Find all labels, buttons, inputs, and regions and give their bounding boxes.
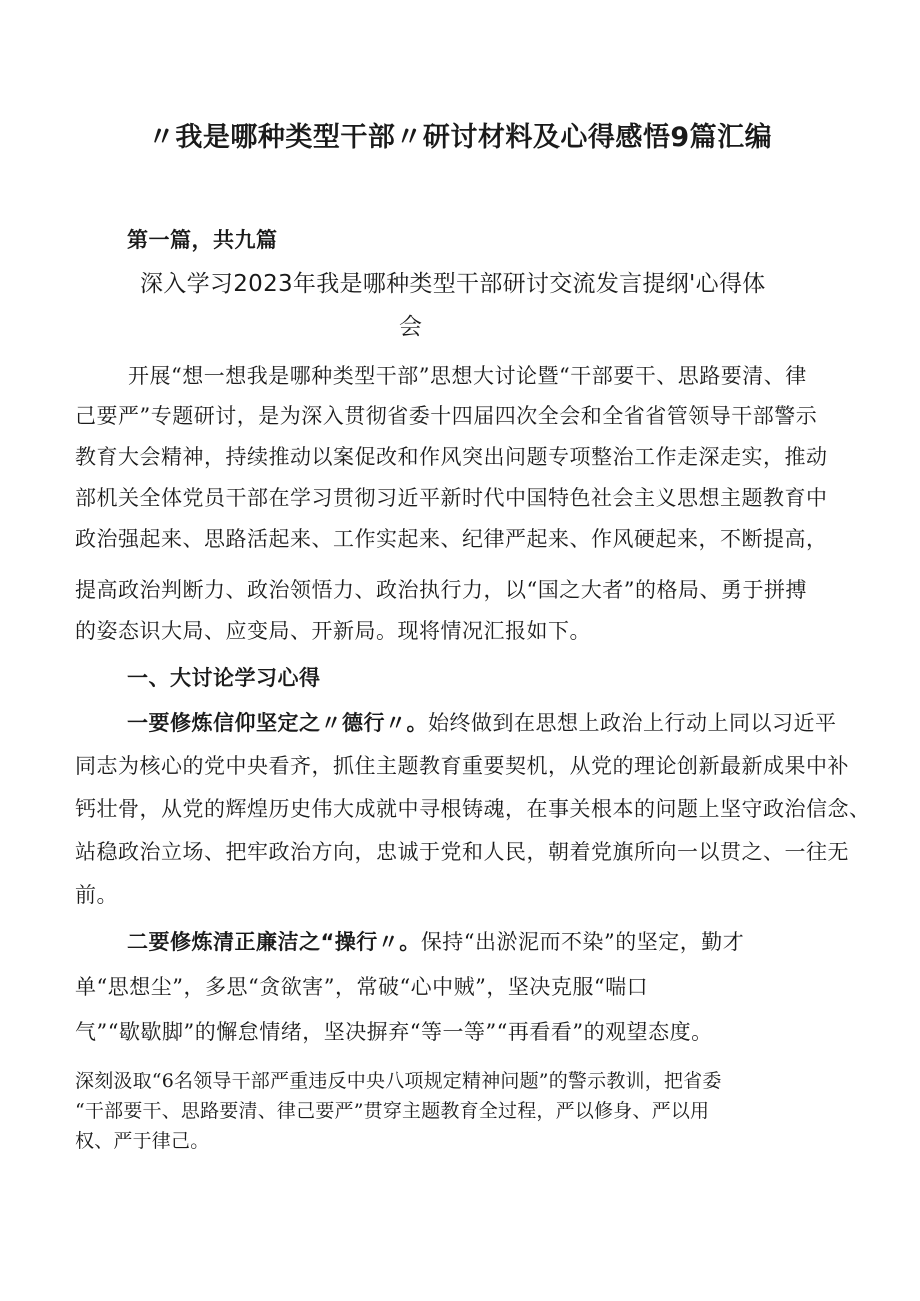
para1-lead: 一要修炼信仰坚定之〃德行〃。 xyxy=(127,711,428,735)
para3-line-3: 权、严于律己。 xyxy=(75,1130,210,1152)
intro-line-4: 部机关全体党员干部在学习贯彻习近平新时代中国特色社会主义思想主题教育中 xyxy=(75,486,828,510)
section-label: 第一篇，共九篇 xyxy=(127,228,278,252)
para1-line-1 xyxy=(127,709,837,737)
intro-line-2: 己要严”专题研讨，是为深入贯彻省委十四届四次全会和全省省管领导干部警示 xyxy=(75,404,818,428)
para1-line-2: 同志为核心的党中央看齐，抓住主题教育重要契机，从党的理论创新最新成果中补 xyxy=(75,754,849,778)
document-title: 〃我是哪种类型干部〃研讨材料及心得感悟9篇汇编 xyxy=(147,122,773,153)
subtitle-line-1: 深入学习2023年我是哪种类型干部研讨交流发言提纲'心得体 xyxy=(140,271,766,297)
para2-lead: 二要修炼清正廉洁之“操行〃。 xyxy=(127,930,421,954)
section-heading-1: 一、大讨论学习心得 xyxy=(127,666,321,690)
intro-line-1: 开展“想一想我是哪种类型干部”思想大讨论暨“干部要干、思路要清、律 xyxy=(128,364,807,388)
intro-line-7: 的姿态识大局、应变局、开新局。现将情况汇报如下。 xyxy=(75,619,591,643)
para1-line-5: 前。 xyxy=(75,883,118,907)
para1-line-1-rest: 始终做到在思想上政治上行动上同以习近平 xyxy=(428,711,837,735)
para2-line-1 xyxy=(127,928,744,956)
para2-line-1-rest: 保持“出淤泥而不染”的坚定，勤才 xyxy=(420,930,745,954)
para2-line-3: 气”“歇歇脚”的懈怠情绪，坚决摒弃“等一等”“再看看”的观望态度。 xyxy=(75,1020,713,1044)
subtitle-line-2: 会 xyxy=(399,314,423,340)
para2-line-2: 单“思想尘”，多思“贪欲害”，常破“心中贼”，坚决克服“喘口 xyxy=(75,975,649,999)
para1-line-3: 钙壮骨，从党的辉煌历史伟大成就中寻根铸魂，在事关根本的问题上坚守政治信念、 xyxy=(75,797,871,821)
para1-line-4: 站稳政治立场、把牢政治方向，忠诚于党和人民，朝着党旗所向一以贯之、一往无 xyxy=(75,840,849,864)
para3-line-2: “干部要干、思路要清、律己要严”贯穿主题教育全过程，严以修身、严以用 xyxy=(75,1100,710,1122)
para3-line-1: 深刻汲取“6名领导干部严重违反中央八项规定精神问题”的警示教训，把省委 xyxy=(75,1070,722,1092)
intro-line-5: 政治强起来、思路活起来、工作实起来、纪律严起来、作风硬起来，不断提高， xyxy=(75,527,828,551)
intro-line-6: 提高政治判断力、政治领悟力、政治执行力，以“国之大者”的格局、勇于拼搏 xyxy=(75,578,807,602)
intro-line-3: 教育大会精神，持续推动以案促改和作风突出问题专项整治工作走深走实，推动 xyxy=(75,445,828,469)
